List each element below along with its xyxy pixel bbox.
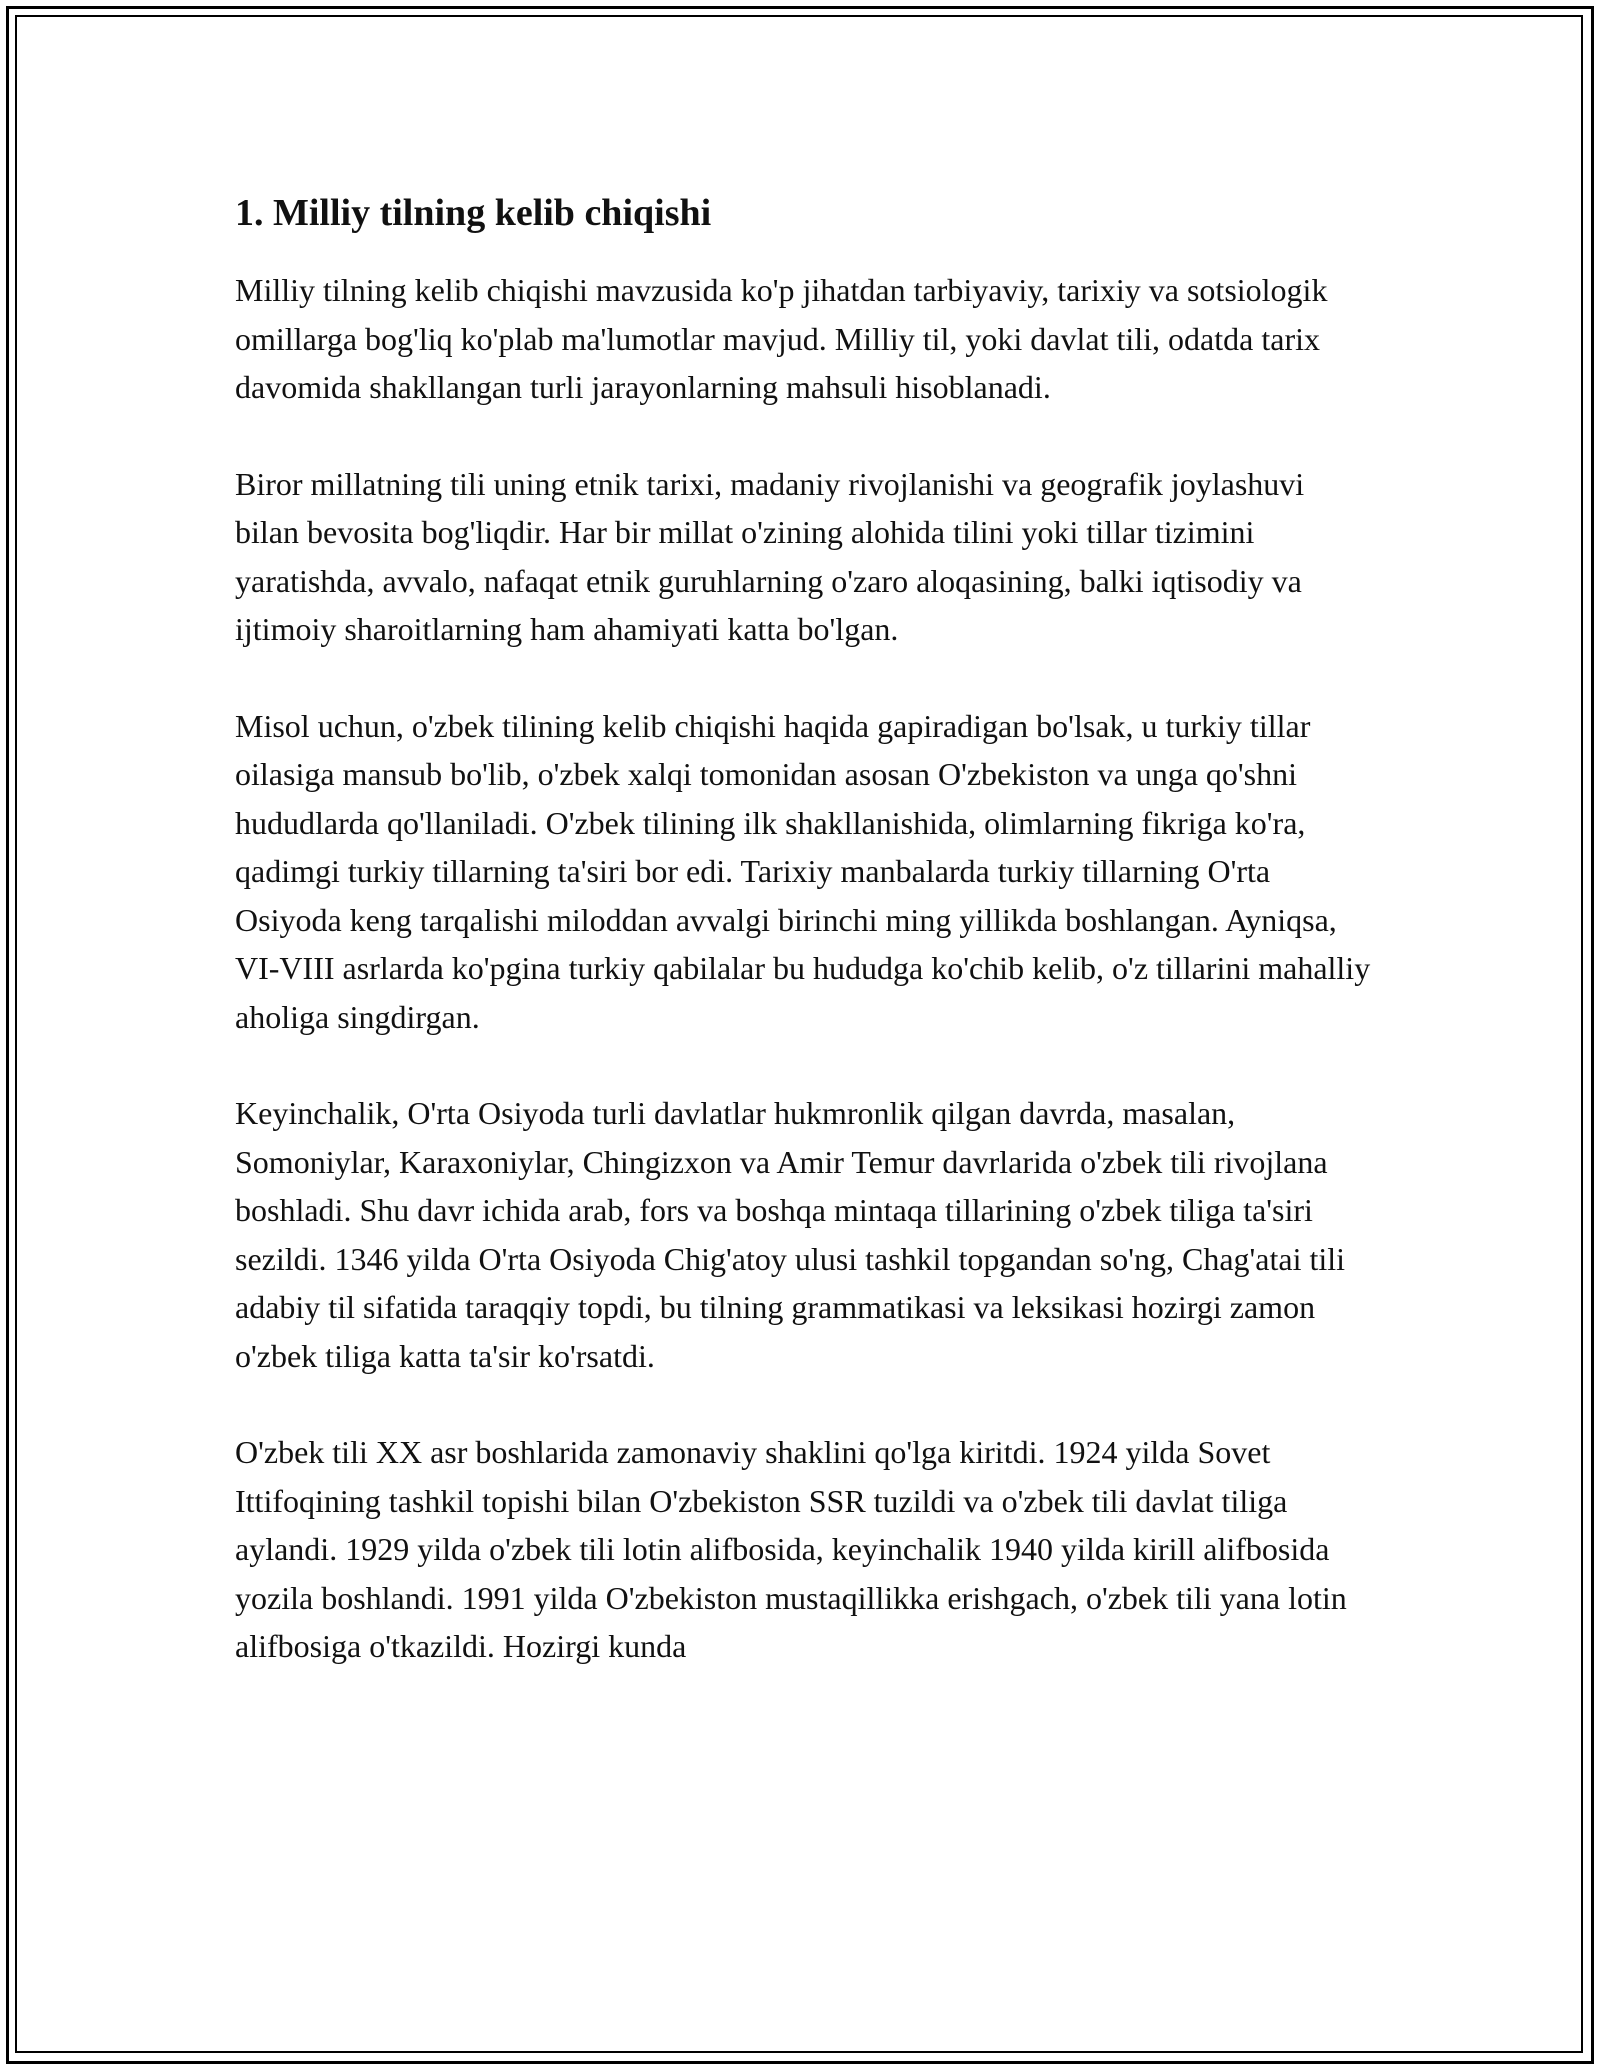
paragraph-2: Biror millatning tili uning etnik tarixi, madaniy rivojlanishi va geografik joylashuvi bilan bevosita bog'liqdir. Har bir millat o'zining alohida tilini yoki tillar tizimini yaratishda, avvalo, nafaqat etnik guruhlarning o'zaro aloqasining, balki iqtisodiy va ijtimoiy sharoitlarning ham ahamiyati katta bo'lgan.: [235, 465, 1305, 647]
paragraph-3: Misol uchun, o'zbek tilining kelib chiqishi haqida gapiradigan bo'lsak, u turkiy tillar oilasiga mansub bo'lib, o'zbek xalqi tomonidan asosan O'zbekiston va unga qo'shni hududlarda qo'llaniladi. O'zbek tilining ilk shakllanishida, olimlarning fikriga ko'ra, qadimgi turkiy tillarning ta'siri bor edi. Tarixiy manbalarda turkiy tillarning O'rta Osiyoda keng tarqalishi miloddan avvalgi birinchi ming yillikda boshlangan. Ayniqsa, VI-VIII asrlarda ko'pgina turkiy qabilalar bu hududga ko'chib kelib, o'z tillarini mahalliy aholiga singdirgan.: [235, 707, 1371, 1035]
section-heading: 1. Milliy tilning kelib chiqishi: [235, 192, 712, 234]
paragraph-5: O'zbek tili XX asr boshlarida zamonaviy shaklini qo'lga kiritdi. 1924 yilda Sovet Ittifoqining tashkil topishi bilan O'zbekiston SSR tuzildi va o'zbek tili davlat tiliga aylandi. 1929 yilda o'zbek tili lotin alifbosida, keyinchalik 1940 yilda kirill alifbosida yozila boshlandi. 1991 yilda O'zbekiston mustaqillikka erishgach, o'zbek tili yana lotin alifbosiga o'tkazildi. Hozirgi kunda: [235, 1434, 1347, 1664]
paragraph-1: Milliy tilning kelib chiqishi mavzusida ko'p jihatdan tarbiyaviy, tarixiy va sotsiologik omillarga bog'liq ko'plab ma'lumotlar mavjud. Milliy til, yoki davlat tili, odatda tarix davomida shakllangan turli jarayonlarning mahsuli hisoblanadi.: [235, 272, 1328, 405]
paragraph-4: Keyinchalik, O'rta Osiyoda turli davlatlar hukmronlik qilgan davrda, masalan, Somoniylar, Karaxoniylar, Chingizxon va Amir Temur davrlarida o'zbek tili rivojlana boshladi. Shu davr ichida arab, fors va boshqa mintaqa tillarining o'zbek tiliga ta'siri sezildi. 1346 yilda O'rta Osiyoda Chig'atoy ulusi tashkil topgandan so'ng, Chag'atai tili adabiy til sifatida taraqqiy topdi, bu tilning grammatikasi va leksikasi hozirgi zamon o'zbek tiliga katta ta'sir ko'rsatdi.: [235, 1095, 1346, 1374]
document-body: [235, 186, 1375, 1671]
